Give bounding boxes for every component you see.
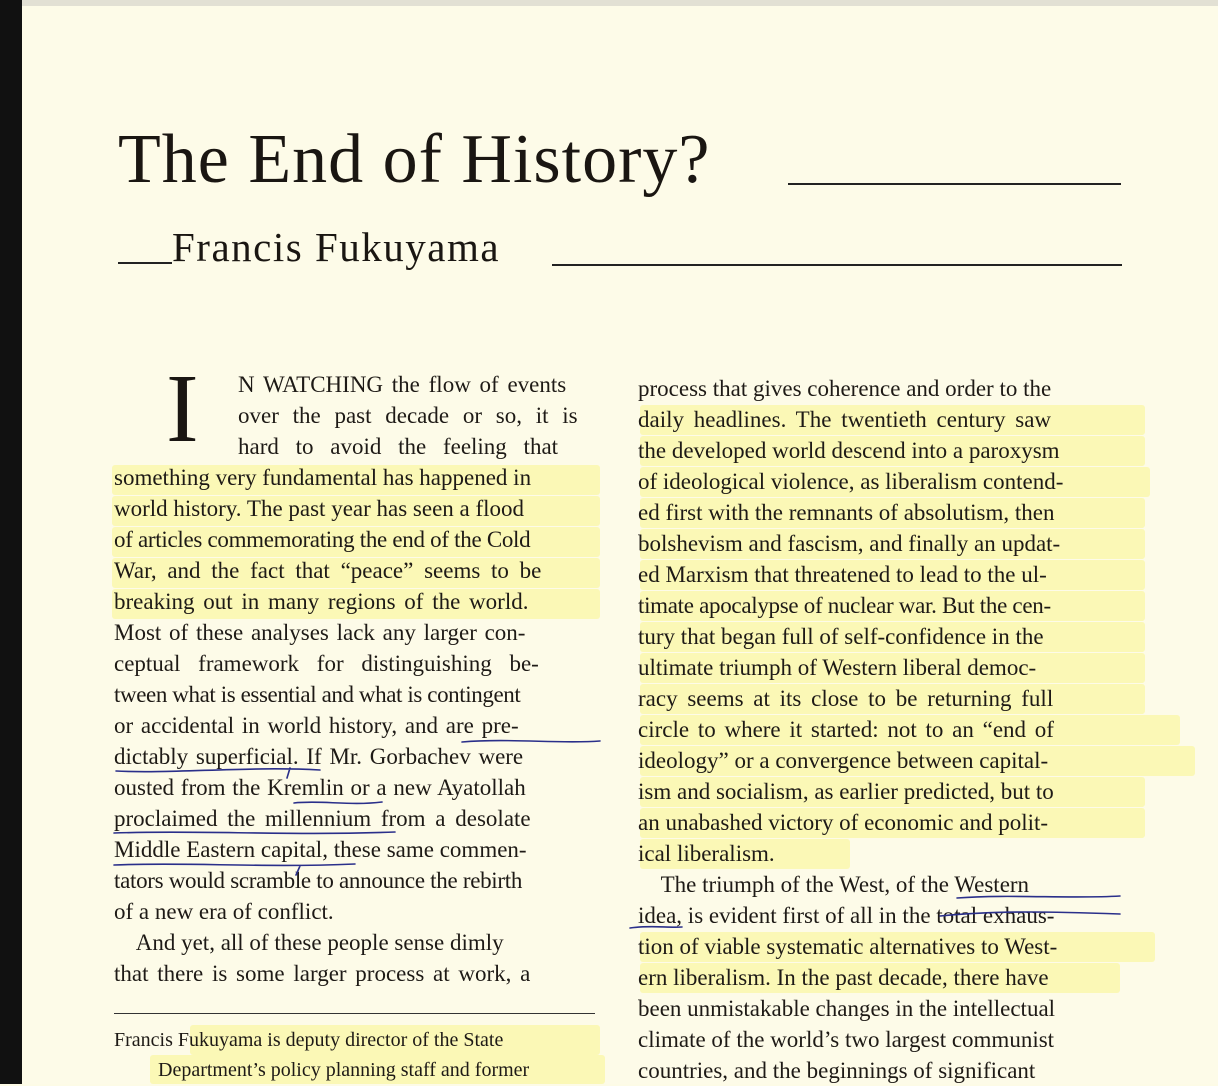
text-line: The triumph of the West, of the Western [638, 872, 1030, 897]
text-line: daily headlines. The twentieth century saw [638, 407, 1052, 432]
author-footnote [114, 1025, 598, 1085]
text-line: tween what is essential and what is contingent [114, 682, 521, 707]
text-line: ed first with the remnants of absolutism, then [638, 500, 1055, 525]
text-line: ideology” or a convergence between capital- [638, 748, 1049, 773]
drop-cap: I [166, 355, 199, 463]
text-line: hard to avoid the feeling that [238, 434, 559, 459]
text-line: breaking out in many regions of the world. [114, 589, 529, 614]
text-line: an unabashed victory of economic and polit- [638, 810, 1049, 835]
text-line: of ideological violence, as liberalism contend- [638, 469, 1064, 494]
footnote-line: Francis Fukuyama is deputy director of the State [114, 1029, 504, 1051]
text-line: racy seems at its close to be returning full [638, 686, 1054, 711]
text-line: process that gives coherence and order to the [638, 376, 1052, 401]
text-line: ern liberalism. In the past decade, there have [638, 965, 1049, 990]
text-line: dictably superficial. If Mr. Gorbachev were [114, 744, 524, 769]
text-line: bolshevism and fascism, and finally an updat- [638, 531, 1061, 556]
right-column [638, 373, 1122, 1086]
left-column-indented [238, 369, 598, 462]
text-line: that there is some larger process at work, a [114, 961, 531, 986]
text-line: ed Marxism that threatened to lead to the ul- [638, 562, 1047, 587]
text-line: or accidental in world history, and are pre- [114, 713, 519, 738]
text-line: tion of viable systematic alternatives to West- [638, 934, 1058, 959]
text-line: tury that began full of self-confidence in the [638, 624, 1044, 649]
text-line: circle to where it started: not to an “end of [638, 717, 1054, 742]
text-line: Most of these analyses lack any larger con- [114, 620, 526, 645]
text-line: N WATCHING the flow of events [238, 372, 567, 397]
text-line: timate apocalypse of nuclear war. But the cen- [638, 593, 1051, 618]
text-line: of a new era of conflict. [114, 899, 334, 924]
text-line: tators would scramble to announce the rebirth [114, 868, 523, 893]
text-line: climate of the world’s two largest communist [638, 1027, 1055, 1052]
text-line: Middle Eastern capital, these same commen- [114, 837, 527, 862]
article-title: The End of History? [118, 121, 711, 198]
text-line: idea, is evident first of all in the total exhaus- [638, 903, 1055, 928]
text-line: ousted from the Kremlin or a new Ayatollah [114, 775, 526, 800]
text-line: of articles commemorating the end of the Cold [114, 527, 531, 552]
text-line: ceptual framework for distinguishing be- [114, 651, 539, 676]
article-author: Francis Fukuyama [172, 224, 501, 270]
text-line: And yet, all of these people sense dimly [114, 930, 504, 955]
text-line: ultimate triumph of Western liberal democ- [638, 655, 1037, 680]
text-line: something very fundamental has happened in [114, 465, 532, 490]
text-line: War, and the fact that “peace” seems to be [114, 558, 542, 583]
text-line: countries, and the beginnings of significant [638, 1058, 1036, 1083]
author-dash [118, 262, 172, 264]
text-line: world history. The past year has seen a flood [114, 496, 525, 521]
title-rule [788, 183, 1121, 185]
footnote-rule [114, 1013, 595, 1014]
author-rule [552, 264, 1122, 266]
footnote-line: Department’s policy planning staff and former [158, 1059, 530, 1081]
text-line: the developed world descend into a paroxysm [638, 438, 1060, 463]
text-line: been unmistakable changes in the intellectual [638, 996, 1056, 1021]
text-line: ism and socialism, as earlier predicted, but to [638, 779, 1054, 804]
text-line: proclaimed the millennium from a desolate [114, 806, 531, 831]
text-line: ical liberalism. [638, 841, 775, 866]
left-column [114, 462, 598, 989]
scan-edge-left [0, 0, 22, 1084]
text-line: over the past decade or so, it is [238, 403, 578, 428]
